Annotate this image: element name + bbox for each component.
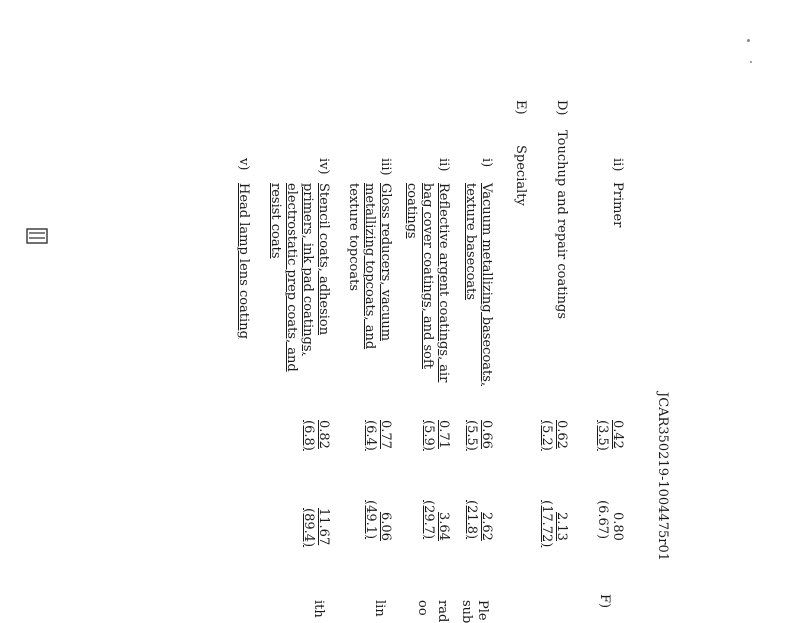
item-label-line: Stencil coats, adhesion bbox=[316, 183, 331, 336]
item-label: Specialty bbox=[513, 145, 528, 206]
value-col1: 0.82 bbox=[316, 420, 331, 449]
item-label-line: metallizing topcoats, and bbox=[362, 183, 377, 350]
value-col1-paren: (5.2) bbox=[539, 420, 554, 451]
value-col1-paren: (5.5) bbox=[464, 420, 479, 451]
item-label-line: texture basecoats bbox=[463, 183, 478, 301]
item-number: iii) bbox=[378, 158, 393, 176]
item-label-line: Gloss reducers, vacuum bbox=[378, 183, 393, 342]
value-col1: 0.62 bbox=[554, 420, 569, 449]
item-number: v) bbox=[236, 158, 251, 171]
item-number: iv) bbox=[316, 158, 331, 175]
item-label-line: primers, ink pad coatings, bbox=[300, 183, 315, 356]
value-col1-paren: (6.4) bbox=[363, 420, 378, 451]
value-col1: 0.66 bbox=[479, 420, 494, 449]
margin-fragment: oo bbox=[415, 600, 430, 616]
margin-fragment: lin bbox=[372, 600, 387, 617]
item-label-line: Reflective argent coatings, air bbox=[436, 183, 451, 383]
value-col2-paren: (29.7) bbox=[421, 500, 436, 540]
value-col1-paren: (5.9) bbox=[421, 420, 436, 451]
value-col2: 11.67 bbox=[316, 508, 331, 546]
item-number: ii) bbox=[436, 158, 451, 172]
item-label-line: resist coats bbox=[268, 183, 283, 259]
item-number: D) bbox=[554, 100, 569, 116]
item-label: Head lamp lens coating bbox=[236, 183, 251, 339]
value-col2-paren: (6.67) bbox=[595, 500, 610, 540]
value-col1: 0.42 bbox=[610, 420, 625, 449]
value-col1-paren: (6.8) bbox=[301, 420, 316, 451]
margin-mark: F) bbox=[597, 594, 612, 609]
item-label-line: Vacuum metallizing basecoats, bbox=[479, 183, 494, 387]
value-col2: 3.64 bbox=[436, 512, 451, 541]
item-number: E) bbox=[513, 100, 528, 115]
item-number: ii) bbox=[610, 158, 625, 172]
value-col1-paren: (3.5) bbox=[595, 420, 610, 451]
value-col2-paren: (21.8) bbox=[464, 500, 479, 540]
value-col2: 2.13 bbox=[554, 512, 569, 541]
item-label: Primer bbox=[610, 182, 625, 228]
value-col2: 2.62 bbox=[479, 512, 494, 541]
margin-fragment: ith bbox=[311, 600, 326, 618]
item-label-line: bag cover coatings, and soft bbox=[420, 183, 435, 369]
value-col2-paren: (17.72) bbox=[539, 500, 554, 548]
margin-fragment: Ple bbox=[475, 600, 490, 621]
item-label-line: coatings bbox=[404, 183, 419, 239]
item-label: Touchup and repair coatings bbox=[554, 130, 569, 320]
margin-fragment: rad bbox=[435, 600, 450, 623]
item-label-line: texture topcoats bbox=[346, 183, 361, 292]
margin-fragment: sub bbox=[459, 600, 474, 623]
value-col2: 0.80 bbox=[610, 512, 625, 541]
value-col2: 6.06 bbox=[378, 512, 393, 541]
document-id: JCAR350219-1004475r01 bbox=[655, 392, 670, 562]
value-col1: 0.71 bbox=[436, 420, 451, 449]
value-col2-paren: (49.1) bbox=[363, 500, 378, 540]
value-col2-paren: (89.4) bbox=[301, 508, 316, 548]
value-col1: 0.77 bbox=[378, 420, 393, 449]
item-number: i) bbox=[479, 158, 494, 168]
stamp-mark bbox=[26, 228, 48, 244]
item-label-line: electrostatic prep coats, and bbox=[284, 183, 299, 372]
